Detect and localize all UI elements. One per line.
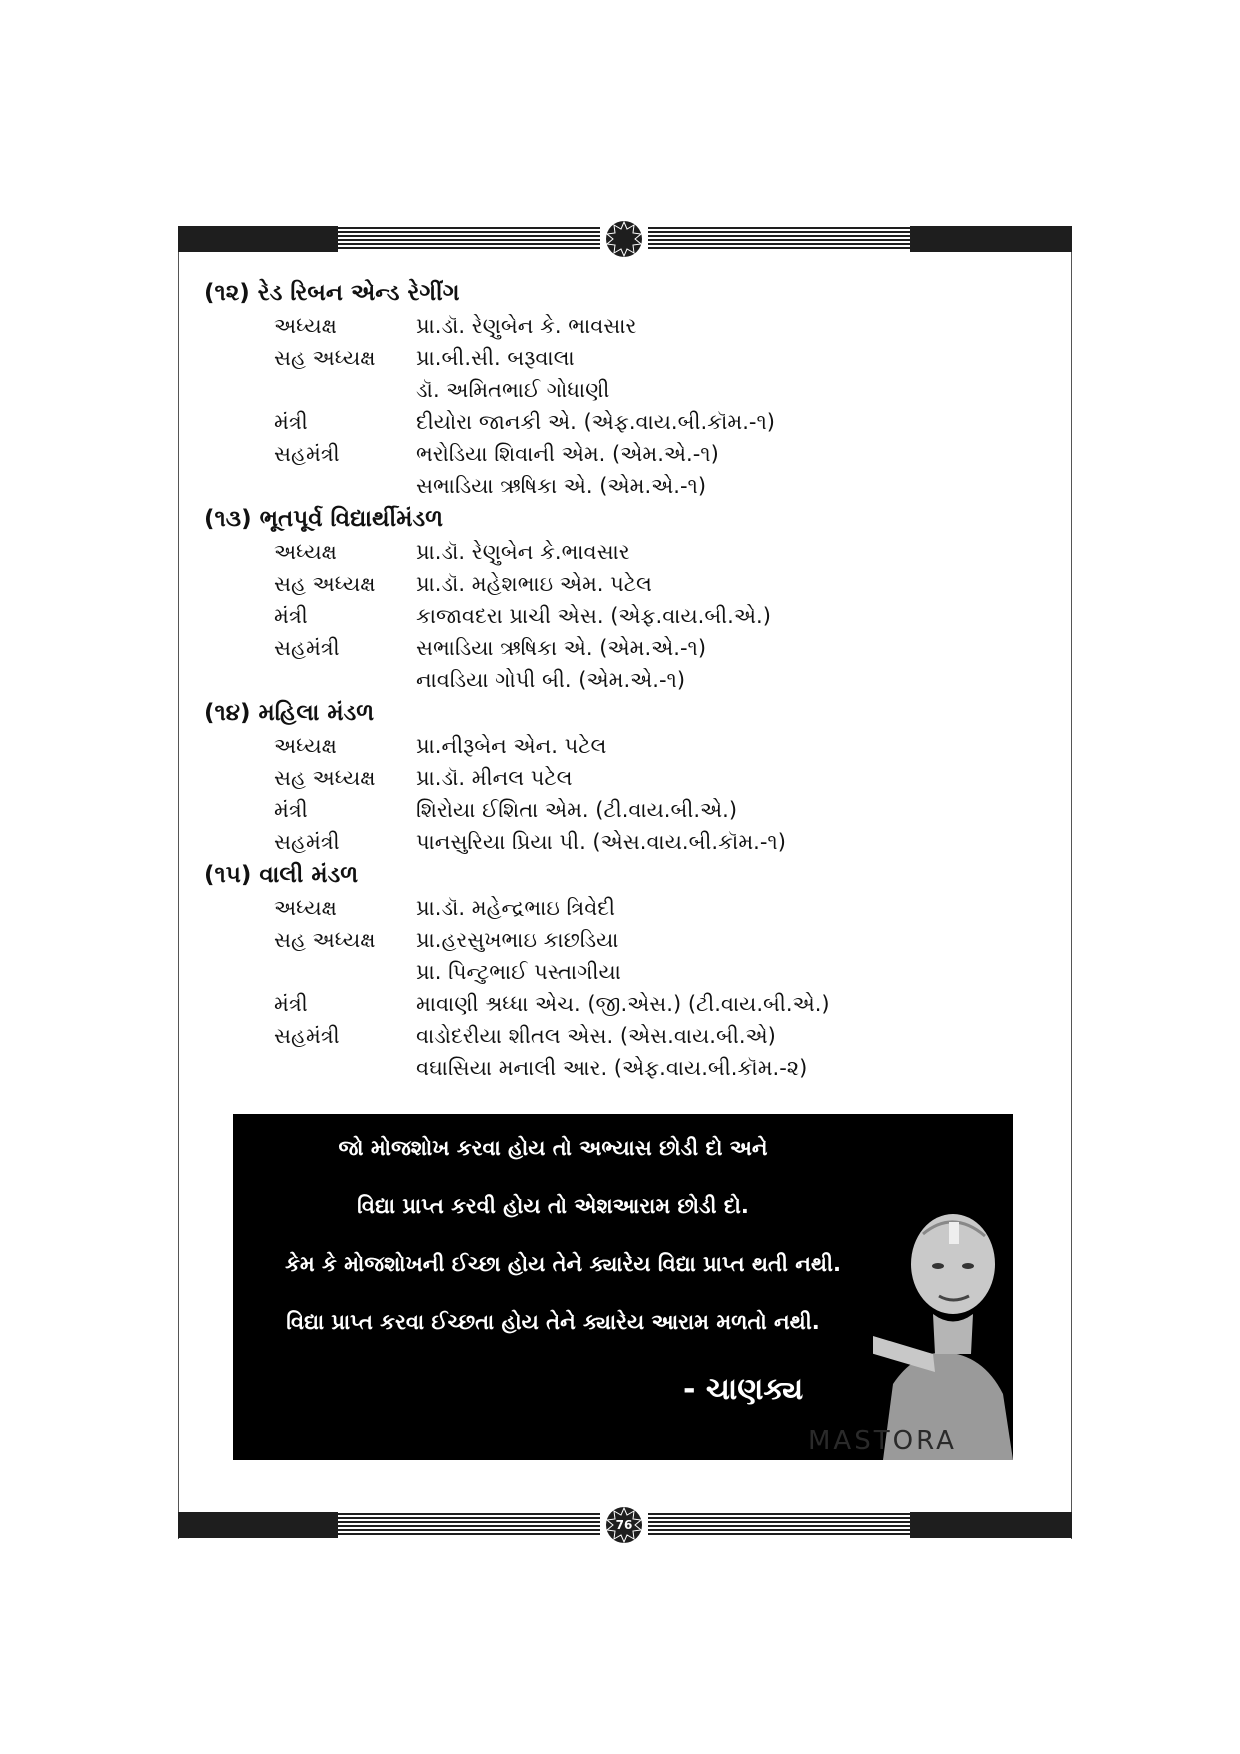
member-role: અધ્યક્ષ bbox=[274, 314, 337, 338]
member-row bbox=[204, 470, 1024, 502]
quote-line-4: વિદ્યા પ્રાપ્ત કરવા ઈચ્છતા હોય તેને ક્યારેય આરામ મળતો નથી. bbox=[286, 1310, 820, 1334]
quote-line-1: જો મોજશોખ કરવા હોય તો અભ્યાસ છોડી દો અને bbox=[338, 1136, 768, 1160]
member-row bbox=[204, 988, 1024, 1020]
member-role: સહ અધ્યક્ષ bbox=[274, 766, 376, 790]
member-role bbox=[204, 956, 416, 988]
member-role: સહ અધ્યક્ષ bbox=[274, 572, 376, 596]
member-row bbox=[204, 826, 1024, 858]
member-role: અધ્યક્ષ bbox=[274, 896, 337, 920]
member-row bbox=[204, 924, 1024, 956]
member-name: સભાડિયા ઋષિકા એ. (એમ.એ.-૧) bbox=[416, 474, 707, 498]
footer-ornament bbox=[178, 1512, 1072, 1538]
section-title: (૧૫) વાલી મંડળ bbox=[204, 862, 359, 888]
member-role bbox=[204, 1052, 416, 1084]
member-name: પાનસુરિયા પ્રિયા પી. (એસ.વાય.બી.કૉમ.-૧) bbox=[416, 830, 786, 854]
sunburst-ornament-icon bbox=[606, 221, 642, 257]
member-row bbox=[204, 892, 1024, 924]
quote-author: - ચાણક્ય bbox=[683, 1372, 804, 1407]
member-name: પ્રા. પિન્ટુભાઈ પસ્તાગીયા bbox=[416, 960, 621, 984]
member-name: સભાડિયા ઋષિકા એ. (એમ.એ.-૧) bbox=[416, 636, 707, 660]
member-role bbox=[204, 470, 416, 502]
member-name: કાજાવદરા પ્રાચી એસ. (એફ.વાય.બી.એ.) bbox=[416, 604, 771, 628]
member-row bbox=[204, 794, 1024, 826]
member-name: નાવડિયા ગોપી બી. (એમ.એ.-૧) bbox=[416, 668, 686, 692]
member-row bbox=[204, 632, 1024, 664]
member-name: માવાણી શ્રધ્ધા એચ. (જી.એસ.) (ટી.વાય.બી.એ.) bbox=[416, 992, 830, 1016]
member-role: સહમંત્રી bbox=[274, 442, 340, 466]
member-name: વઘાસિયા મનાલી આર. (એફ.વાય.બી.કૉમ.-૨) bbox=[416, 1056, 808, 1080]
section-title: (૧૩) ભૂતપૂર્વ વિદ્યાર્થીમંડળ bbox=[204, 506, 444, 532]
member-row bbox=[204, 664, 1024, 696]
quote-box bbox=[233, 1114, 1013, 1460]
page-number: 76 bbox=[615, 1518, 633, 1532]
member-row bbox=[204, 310, 1024, 342]
member-role: અધ્યક્ષ bbox=[274, 734, 337, 758]
member-role bbox=[204, 664, 416, 696]
member-role: સહમંત્રી bbox=[274, 636, 340, 660]
member-role: સહ અધ્યક્ષ bbox=[274, 346, 376, 370]
member-role: સહ અધ્યક્ષ bbox=[274, 928, 376, 952]
member-name: ડૉ. અમિતભાઈ ગોધાણી bbox=[416, 378, 610, 402]
member-name: પ્રા.નીરૂબેન એન. પટેલ bbox=[416, 734, 607, 758]
member-name: પ્રા.ડૉ. રેણુબેન કે.ભાવસાર bbox=[416, 540, 630, 564]
member-row bbox=[204, 406, 1024, 438]
member-name: દીયોરા જાનકી એ. (એફ.વાય.બી.કૉમ.-૧) bbox=[416, 410, 775, 434]
member-role: સહમંત્રી bbox=[274, 1024, 340, 1048]
quote-line-3: કેમ કે મોજશોખની ઈચ્છા હોય તેને ક્યારેય વિદ્યા પ્રાપ્ત થતી નથી. bbox=[285, 1252, 841, 1276]
member-row bbox=[204, 600, 1024, 632]
member-row bbox=[204, 730, 1024, 762]
watermark-text: MASTORA bbox=[808, 1426, 957, 1456]
header-ornament bbox=[178, 226, 1072, 252]
member-role: અધ્યક્ષ bbox=[274, 540, 337, 564]
member-name: પ્રા.ડૉ. રેણુબેન કે. ભાવસાર bbox=[416, 314, 637, 338]
page-number-badge bbox=[606, 1507, 642, 1543]
member-name: વાડોદરીયા શીતલ એસ. (એસ.વાય.બી.એ) bbox=[416, 1024, 776, 1048]
member-role: સહમંત્રી bbox=[274, 830, 340, 854]
quote-line-2: વિદ્યા પ્રાપ્ત કરવી હોય તો એશઆરામ છોડી દો. bbox=[357, 1194, 749, 1218]
chanakya-portrait-image bbox=[873, 1204, 1013, 1460]
member-role: મંત્રી bbox=[274, 410, 308, 434]
member-name: ભરોડિયા શિવાની એમ. (એમ.એ.-૧) bbox=[416, 442, 719, 466]
member-row bbox=[204, 956, 1024, 988]
member-name: શિરોયા ઈશિતા એમ. (ટી.વાય.બી.એ.) bbox=[416, 798, 738, 822]
member-row bbox=[204, 568, 1024, 600]
member-name: પ્રા.હરસુખભાઇ કાછડિયા bbox=[416, 928, 619, 952]
committee-list bbox=[204, 276, 1024, 1084]
member-name: પ્રા.ડૉ. મહેશભાઇ એમ. પટેલ bbox=[416, 572, 652, 596]
member-row bbox=[204, 438, 1024, 470]
member-role: મંત્રી bbox=[274, 604, 308, 628]
member-row bbox=[204, 342, 1024, 374]
member-row bbox=[204, 536, 1024, 568]
section-title: (૧૪) મહિલા મંડળ bbox=[204, 700, 375, 726]
section-title: (૧૨) રેડ રિબન એન્ડ રેગીંગ bbox=[204, 280, 460, 306]
member-row bbox=[204, 1052, 1024, 1084]
member-name: પ્રા.ડૉ. મીનલ પટેલ bbox=[416, 766, 573, 790]
member-role bbox=[204, 374, 416, 406]
member-row bbox=[204, 1020, 1024, 1052]
member-row bbox=[204, 762, 1024, 794]
member-row bbox=[204, 374, 1024, 406]
member-role: મંત્રી bbox=[274, 992, 308, 1016]
member-name: પ્રા.ડૉ. મહેન્દ્રભાઇ ત્રિવેદી bbox=[416, 896, 616, 920]
member-name: પ્રા.બી.સી. બરૂવાલા bbox=[416, 346, 575, 370]
member-role: મંત્રી bbox=[274, 798, 308, 822]
